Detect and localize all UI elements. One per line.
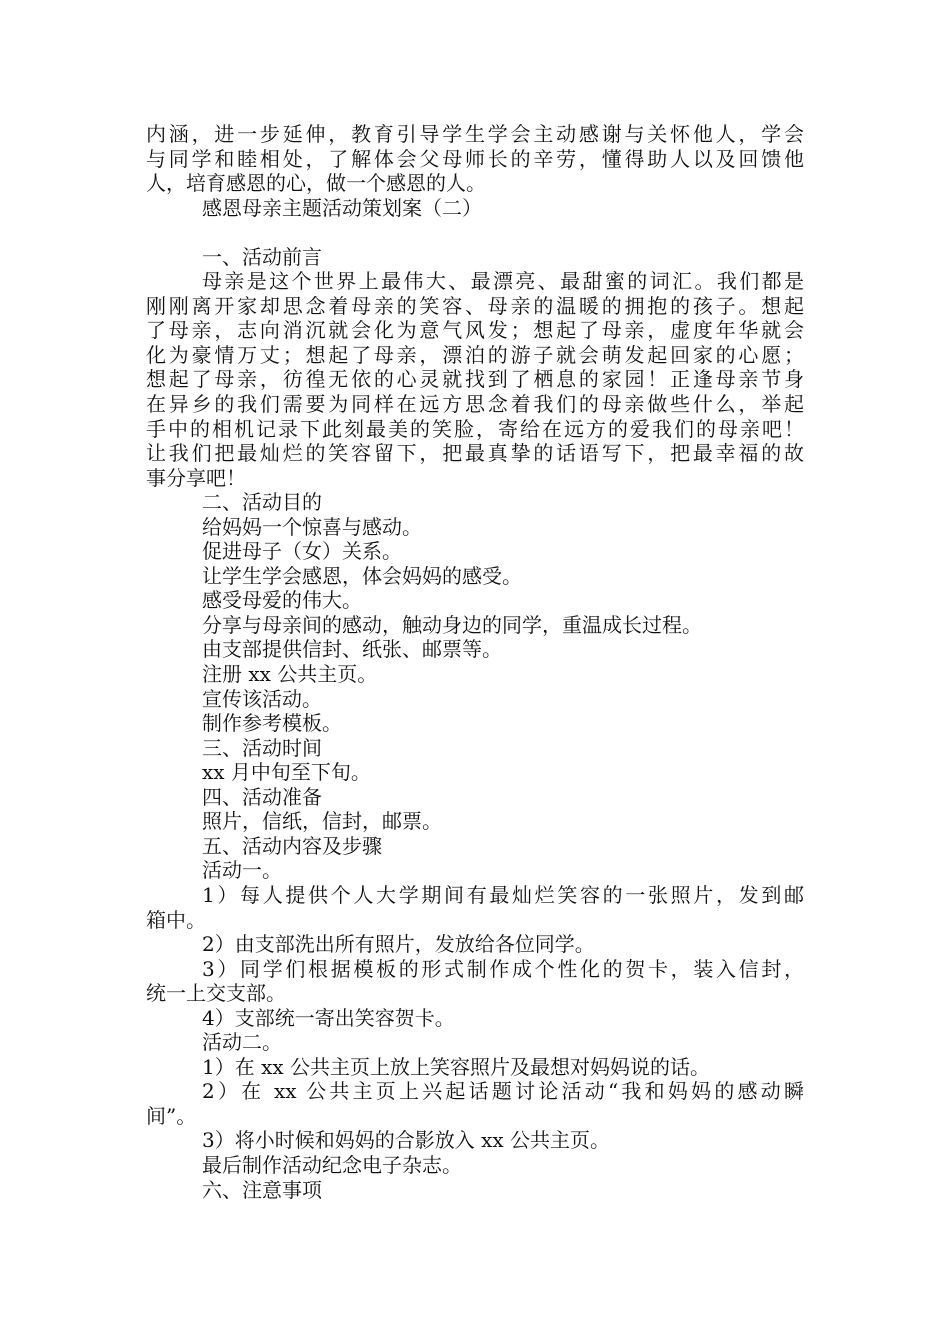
- text-line: 手中的相机记录下此刻最美的笑脸，寄给在远方的爱我们的母亲吧！: [146, 416, 804, 441]
- text-line: 活动一。: [202, 858, 282, 883]
- text-line: 让我们把最灿烂的笑容留下，把最真挚的话语写下，把最幸福的故: [146, 441, 804, 466]
- text-line: 活动二。: [202, 1030, 282, 1055]
- text-line: 由支部提供信封、纸张、邮票等。: [202, 637, 502, 662]
- text-line: 刚刚离开家却思念着母亲的笑容、母亲的温暖的拥抱的孩子。想起: [146, 293, 804, 318]
- section-heading: 五、活动内容及步骤: [202, 833, 382, 858]
- text-line: 3）同学们根据模板的形式制作成个性化的贺卡，装入信封，: [202, 956, 804, 981]
- text-line: 感受母爱的伟大。: [202, 588, 362, 613]
- text-line: 照片，信纸，信封，邮票。: [202, 809, 442, 834]
- text-line: 母亲是这个世界上最伟大、最漂亮、最甜蜜的词汇。我们都是: [202, 269, 804, 294]
- document-body: [146, 122, 804, 1202]
- text-line: 宣传该活动。: [202, 686, 322, 711]
- text-line: 2）在 xx 公共主页上兴起话题讨论活动“我和妈妈的感动瞬: [202, 1079, 804, 1104]
- text-line: 4）支部统一寄出笑容贺卡。: [202, 1005, 455, 1030]
- section-heading: 三、活动时间: [202, 735, 322, 760]
- text-line: 事分享吧！: [146, 465, 246, 490]
- blank-line: [146, 220, 804, 245]
- text-line: 1）在 xx 公共主页上放上笑容照片及最想对妈妈说的话。: [202, 1054, 710, 1079]
- text-line: 注册 xx 公共主页。: [202, 662, 378, 687]
- text-line: 制作参考模板。: [202, 711, 342, 736]
- section-heading: 六、注意事项: [202, 1177, 322, 1202]
- text-line: 化为豪情万丈；想起了母亲，漂泊的游子就会萌发起回家的心愿；: [146, 342, 804, 367]
- text-line: 让学生学会感恩，体会妈妈的感受。: [202, 563, 522, 588]
- text-line: 间”。: [146, 1103, 197, 1128]
- section-heading: 四、活动准备: [202, 784, 322, 809]
- text-line: 人，培育感恩的心，做一个感恩的人。: [146, 171, 486, 196]
- text-line: 想起了母亲，彷徨无依的心灵就找到了栖息的家园！正逢母亲节身: [146, 367, 804, 392]
- text-line: 分享与母亲间的感动，触动身边的同学，重温成长过程。: [202, 612, 702, 637]
- text-line: 1）每人提供个人大学期间有最灿烂笑容的一张照片，发到邮: [202, 882, 804, 907]
- text-line: xx 月中旬至下旬。: [202, 760, 371, 785]
- text-line: 在异乡的我们需要为同样在远方思念着我们的母亲做些什么，举起: [146, 392, 804, 417]
- text-line: 箱中。: [146, 907, 206, 932]
- section-heading: 二、活动目的: [202, 490, 322, 515]
- text-line: 了母亲，志向消沉就会化为意气风发；想起了母亲，虚度年华就会: [146, 318, 804, 343]
- text-line: 给妈妈一个惊喜与感动。: [202, 514, 422, 539]
- text-line: 3）将小时候和妈妈的合影放入 xx 公共主页。: [202, 1128, 610, 1153]
- text-line: 与同学和睦相处，了解体会父母师长的辛劳，懂得助人以及回馈他: [146, 146, 804, 171]
- section-heading: 一、活动前言: [202, 244, 322, 269]
- section-title: 感恩母亲主题活动策划案（二）: [202, 195, 482, 220]
- text-line: 内涵，进一步延伸，教育引导学生学会主动感谢与关怀他人，学会: [146, 122, 804, 146]
- text-line: 最后制作活动纪念电子杂志。: [202, 1152, 462, 1177]
- text-line: 促进母子（女）关系。: [202, 539, 402, 564]
- text-line: 统一上交支部。: [146, 981, 286, 1006]
- text-line: 2）由支部洗出所有照片，发放给各位同学。: [202, 932, 595, 957]
